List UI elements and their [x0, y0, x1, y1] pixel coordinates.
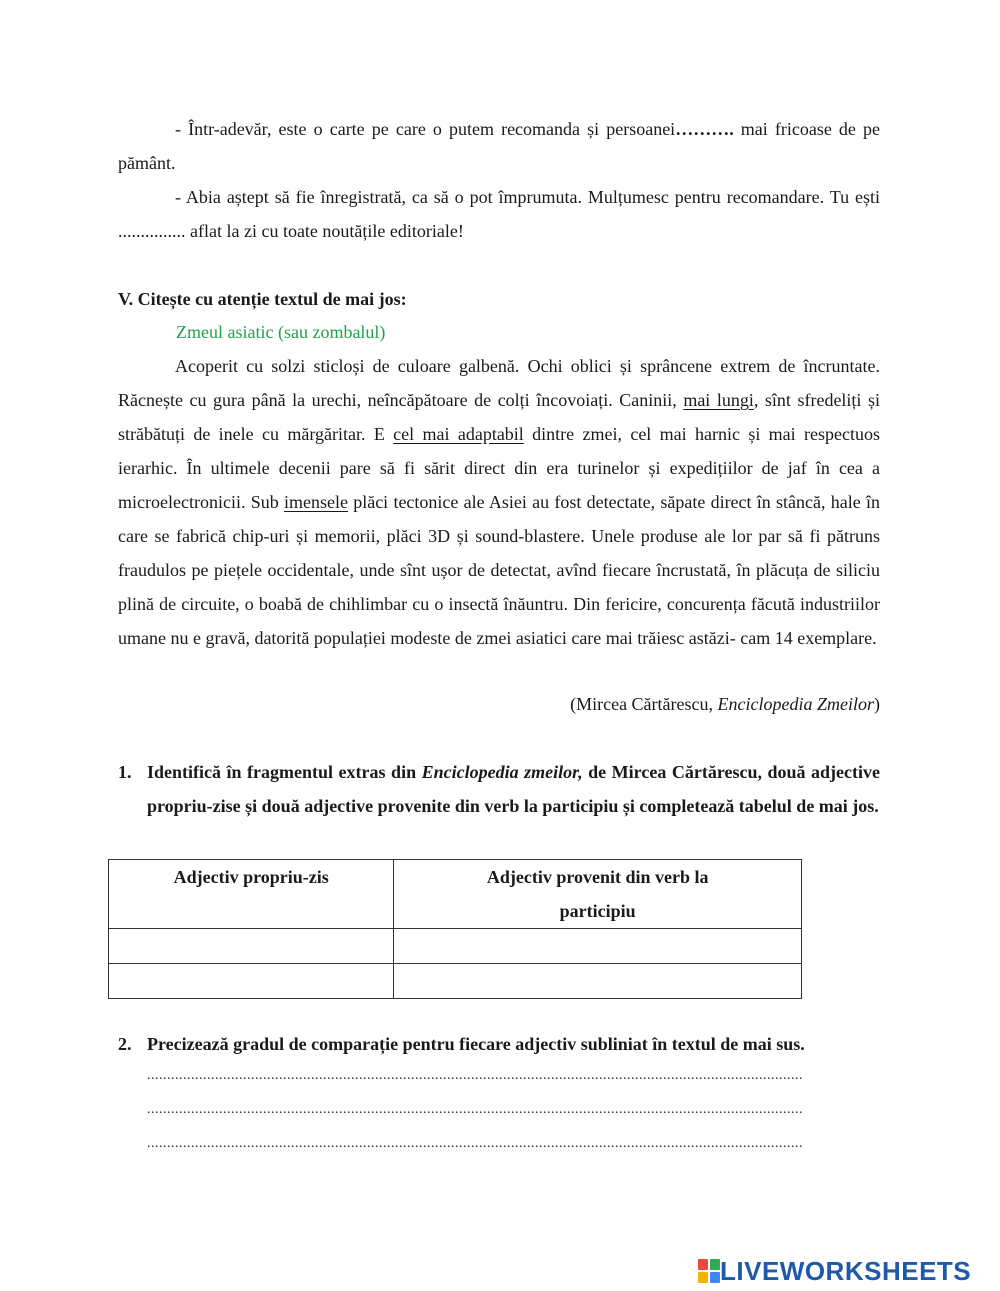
- citation: (Mircea Cărtărescu, Enciclopedia Zmeilor): [570, 694, 880, 714]
- excerpt-paragraph: Acoperit cu solzi sticloși de culoare galbenă. Ochi oblici și sprâncene extrem de încruntate. Răcnește cu gura până la urechi, neîncăpătoare de colți încovoiați. Caninii, mai lungi, sînt sfredeliți și străbătuți de inele cu mărgăritar. E cel mai adaptabil dintre zmei, cel mai harnic și mai respectuos ierarhic. În ultimele decenii pare să fi sărit direct din era turinelor și expedițiilor de jaf în cea a microelectronicii. Sub imensele plăci tectonice ale Asiei au fost detectate, săpate direct în stâncă, hale în care se fabrică chip-uri și memorii, plăci 3D și sound-blastere. Unele produse ale lor par să fi pătruns fraudulos pe piețele occidentale, unde sînt ușor de detectat, avînd fiecare încrustată, în plăcuța de siliciu plină de circuite, o boabă de chihlimbar cu o insectă înăuntru. Din fericire, concurența făcută industriilor umane nu e gravă, datorită populației modeste de zmei asiatici care mai trăiesc astăzi- cam 14 exemplare.: [118, 356, 881, 648]
- question-number: 2.: [118, 1034, 132, 1054]
- answer-cell[interactable]: [394, 964, 802, 999]
- blank-gap: ……….: [675, 119, 734, 139]
- dialogue-line-2: - Abia aștept să fie înregistrată, ca să o pot împrumuta. Mulțumesc pentru recomandare. Tu ești ............... aflat la zi cu toate noutățile editoriale!: [118, 187, 880, 241]
- question-1-text: Identifică în fragmentul extras din Enciclopedia zmeilor, de Mircea Cărtărescu, două adjective propriu-zise și două adjective provenite din verb la participiu și completează tabelul de mai jos.: [147, 762, 881, 816]
- answer-cell[interactable]: [109, 964, 394, 999]
- answer-line[interactable]: ....................................................................................................................................................................: [147, 1136, 803, 1151]
- answer-cell[interactable]: [394, 929, 802, 964]
- underlined-adjective: cel mai adaptabil: [393, 424, 524, 444]
- question-2-text: Precizează gradul de comparație pentru fiecare adjectiv subliniat în textul de mai sus.: [147, 1034, 805, 1054]
- question-number: 1.: [118, 762, 132, 782]
- answer-line[interactable]: ....................................................................................................................................................................: [147, 1102, 803, 1117]
- underlined-adjective: mai lungi: [683, 390, 754, 410]
- table-header: Adjectiv provenit din verb la participiu: [394, 860, 802, 929]
- logo-text: LIVEWORKSHEETS: [720, 1255, 972, 1286]
- answer-line[interactable]: ....................................................................................................................................................................: [147, 1068, 803, 1083]
- answer-table: [108, 859, 802, 999]
- blocks-icon: [698, 1259, 720, 1283]
- section-heading: V. Citește cu atenție textul de mai jos:: [118, 289, 407, 309]
- text-title: Zmeul asiatic (sau zombalul): [176, 322, 386, 342]
- dialogue-line-1: - Într-adevăr, este o carte pe care o putem recomanda și persoanei………. mai fricoase de pe pământ.: [118, 119, 880, 173]
- underlined-adjective: imensele: [283, 492, 348, 512]
- table-header: Adjectiv propriu-zis: [109, 860, 394, 929]
- liveworksheets-logo: [698, 1257, 971, 1285]
- answer-cell[interactable]: [109, 929, 394, 964]
